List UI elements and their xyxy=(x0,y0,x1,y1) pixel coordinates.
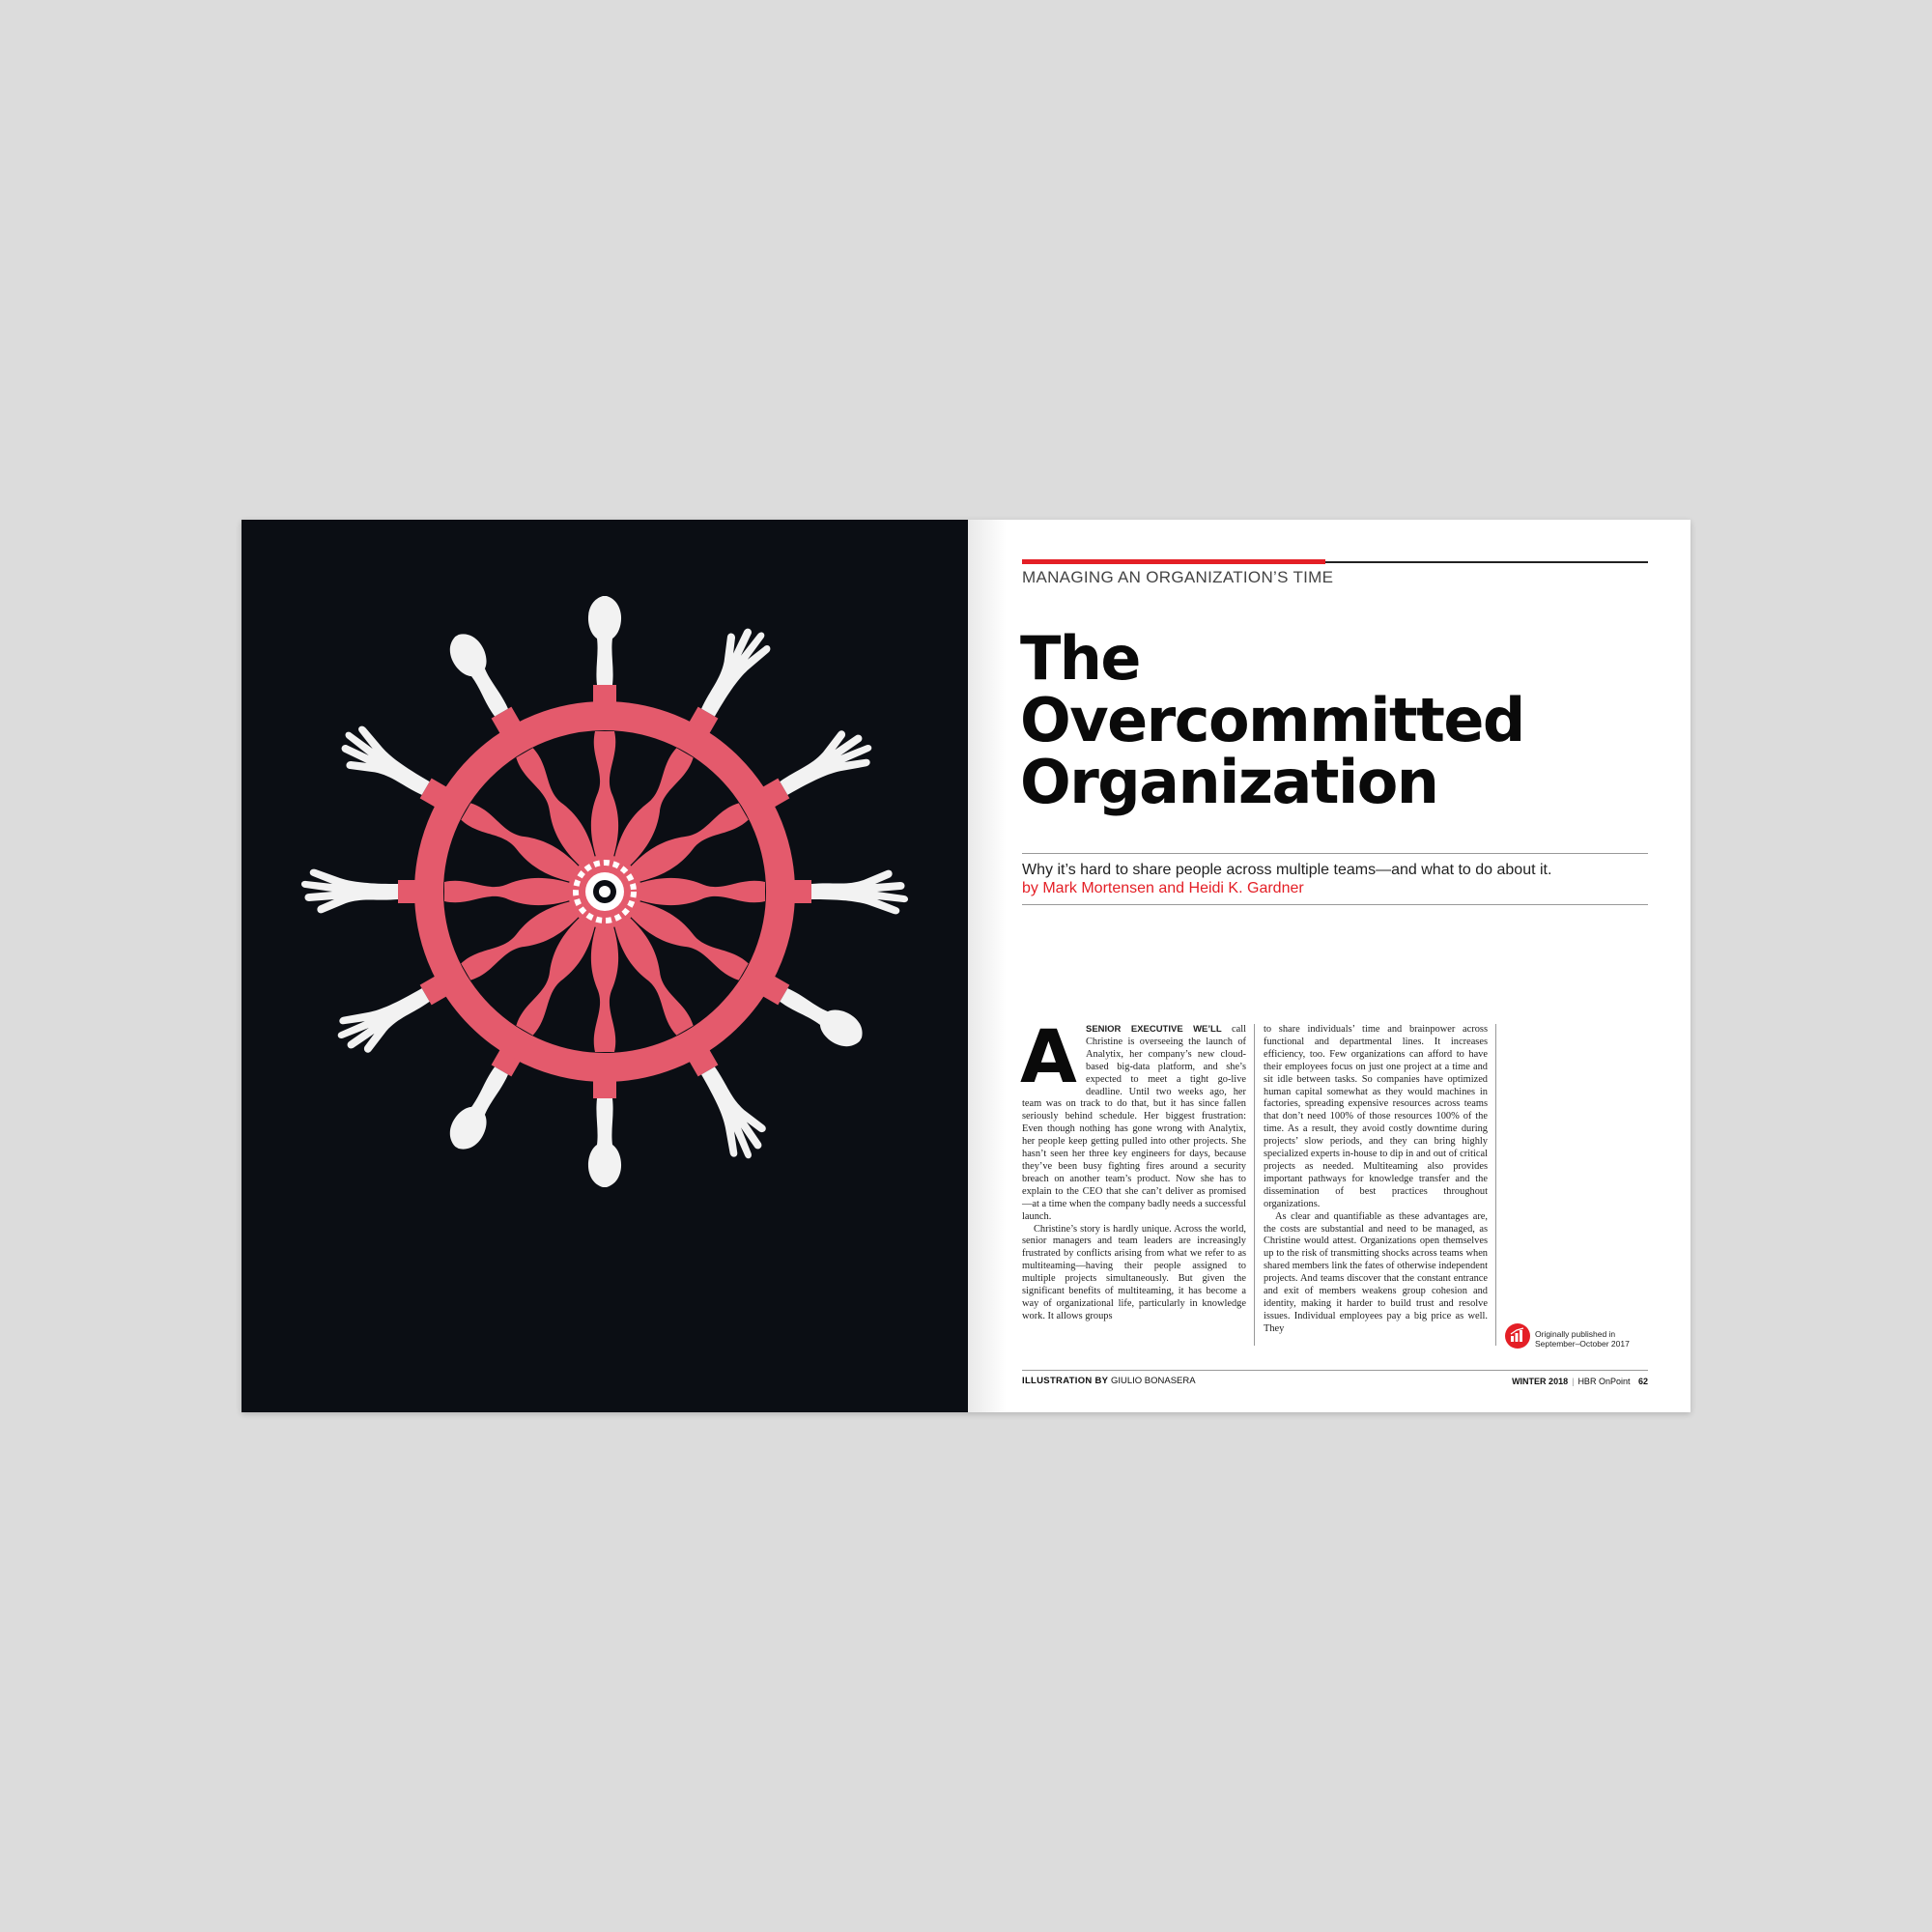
page-number: 62 xyxy=(1637,1377,1648,1386)
lead-in: SENIOR EXECUTIVE WE’LL xyxy=(1086,1024,1222,1035)
original-publication-note xyxy=(1535,1329,1661,1349)
original-publication-date: September–October 2017 xyxy=(1535,1339,1630,1349)
drop-cap: A xyxy=(1020,1013,1077,1099)
article-title xyxy=(1020,623,1658,817)
article-page xyxy=(968,520,1690,1412)
body-paragraph: As clear and quantifiable as these advantages are, the costs are substantial and need to be managed, as Christine would attest. Organizations open themselves up to the risk of transmitting shocks across teams when shared members link the fates of otherwise independent projects. And teams discover that the constant entrance and exit of members weakens group cohesion and identity, making it harder to build trust and resolve issues. Individual employees pay a big price as well. They xyxy=(1264,1210,1488,1334)
page-folio: WINTER 2018 | HBR OnPoint 62 xyxy=(1512,1377,1648,1386)
original-publication-icon xyxy=(1505,1323,1530,1349)
article-byline: by Mark Mortensen and Heidi K. Gardner xyxy=(1022,880,1304,896)
body-paragraph xyxy=(1020,1013,1246,1224)
divider xyxy=(1022,853,1648,854)
title-line: Organization xyxy=(1020,747,1438,817)
section-label: MANAGING AN ORGANIZATION’S TIME xyxy=(1022,568,1334,586)
publication-name: HBR OnPoint xyxy=(1577,1377,1631,1386)
title-line: The xyxy=(1020,623,1140,694)
article-dek: Why it’s hard to share people across multiple teams—and what to do about it. xyxy=(1022,862,1552,878)
credit-label: ILLUSTRATION BY xyxy=(1022,1376,1109,1386)
body-column-1 xyxy=(1020,1013,1246,1323)
header-accent-rule xyxy=(1022,559,1325,564)
divider xyxy=(1022,904,1648,905)
title-line: Overcommitted xyxy=(1020,685,1524,755)
paragraph-text: call Christine is overseeing the launch of Analytix, her company’s new cloud-based big-data platform, and she’s expected to meet a tight go-live deadline. Until two weeks ago, her team was on track to do that, but it has since fallen seriously behind schedule. Her biggest frustration: Even though nothing has gone wrong with Analytix, her people keep getting pulled into other projects. She hasn’t seen her three key engineers for days, because they’ve been busy fighting fires around a security breach on another team’s product. Now she has to explain to the CEO that she can’t deliver as promised—at a time when the company badly needs a successful launch. xyxy=(1022,1024,1246,1222)
footer-rule xyxy=(1022,1370,1648,1371)
issue-label: WINTER 2018 xyxy=(1512,1377,1569,1386)
credit-name: GIULIO BONASERA xyxy=(1110,1376,1196,1386)
body-paragraph: Christine’s story is hardly unique. Across the world, senior managers and team leaders are increasingly frustrated by conflicts arising from what we refer to as multiteaming—having their people assigned to multiple projects simultaneously. But given the significant benefits of multiteaming, it has become a way of organizational life, particularly in knowledge work. It allows groups xyxy=(1022,1223,1246,1321)
body-paragraph: to share individuals’ time and brainpower across functional and departmental lines. It increases efficiency, too. Few organizations can afford to have their employees focus on just one project at a time and sit idle between tasks. So companies have optimized human capital somewhat as they would machines in factories, spreading expensive resources across teams that don’t need 100% of those resources 100% of the time. As a result, they avoid costly downtime during projects’ slow periods, and they can bring highly specialized experts in-house to dip in and out of critical projects as needed. Multiteaming also provides important pathways for knowledge transfer and the dissemination of best practices throughout organizations. xyxy=(1264,1024,1488,1209)
magazine-spread xyxy=(242,520,1690,1412)
ships-wheel-with-hands-icon xyxy=(242,520,968,1412)
column-divider xyxy=(1254,1024,1255,1346)
original-publication-line: Originally published in xyxy=(1535,1329,1616,1339)
column-divider xyxy=(1495,1024,1496,1346)
illustration-credit xyxy=(1022,1376,1196,1386)
illustration-page xyxy=(242,520,968,1412)
body-column-2 xyxy=(1264,1024,1488,1336)
